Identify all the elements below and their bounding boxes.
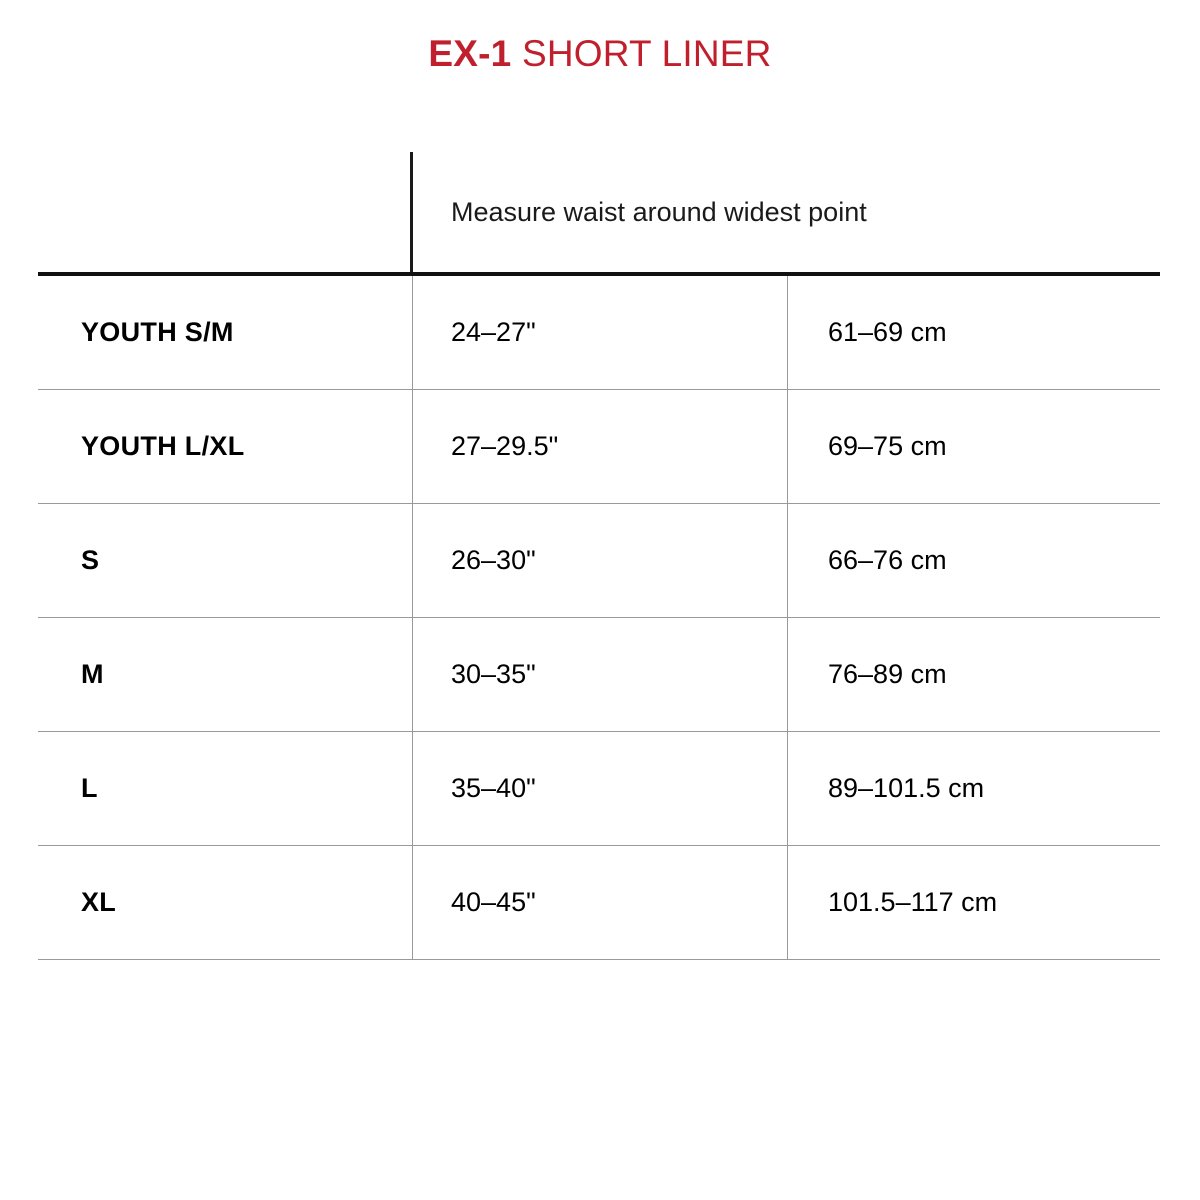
row-size-label: M: [38, 618, 413, 731]
row-size-label: XL: [38, 846, 413, 959]
size-chart-table: [38, 152, 1160, 960]
page-title-bold: EX-1: [428, 33, 512, 74]
row-cm-value: 101.5–117 cm: [828, 887, 998, 917]
row-inches-value: 27–29.5": [413, 390, 788, 503]
row-cm-value: 66–76 cm: [828, 545, 947, 575]
table-row: [38, 504, 1160, 618]
row-size-label: YOUTH L/XL: [38, 390, 413, 503]
table-row: [38, 390, 1160, 504]
row-size-label: S: [38, 504, 413, 617]
table-row: [38, 276, 1160, 390]
row-cm-value: 61–69 cm: [828, 317, 947, 347]
row-inches-value: 24–27": [413, 276, 788, 389]
table-row: [38, 732, 1160, 846]
page-title-light: SHORT LINER: [511, 33, 772, 74]
row-cm-value: 89–101.5 cm: [828, 773, 985, 803]
row-inches-value: 26–30": [413, 504, 788, 617]
row-inches-value: 40–45": [413, 846, 788, 959]
table-header-row: [38, 152, 1160, 272]
row-cm-value: 76–89 cm: [828, 659, 947, 689]
measure-note: Measure waist around widest point: [451, 196, 867, 227]
row-cm-value: 69–75 cm: [828, 431, 947, 461]
table-row: [38, 618, 1160, 732]
page-title: [0, 33, 1200, 75]
row-inches-value: 35–40": [413, 732, 788, 845]
header-size-cell: [38, 152, 413, 272]
table-row: [38, 846, 1160, 960]
row-inches-value: 30–35": [413, 618, 788, 731]
row-size-label: YOUTH S/M: [38, 276, 413, 389]
row-size-label: L: [38, 732, 413, 845]
